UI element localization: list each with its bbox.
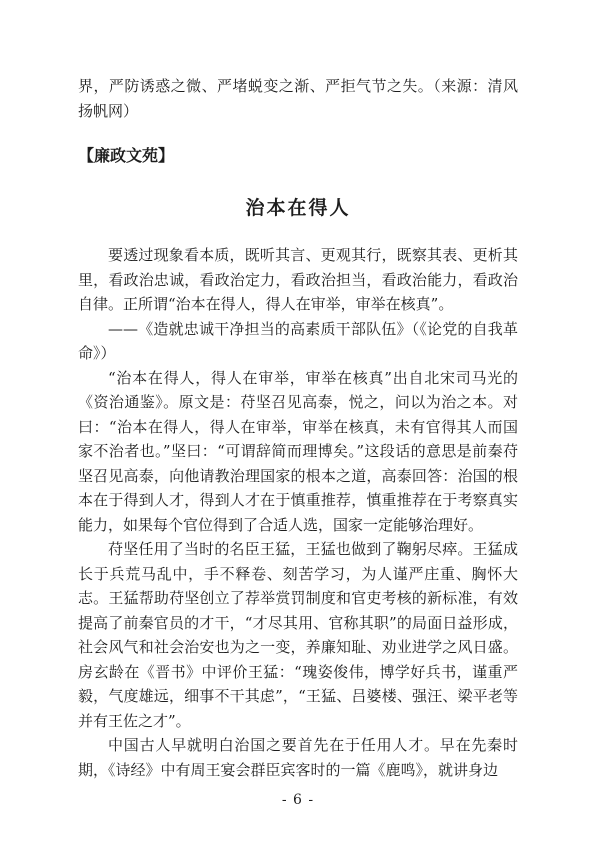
document-content [78, 0, 518, 810]
continuation-paragraph: 界，严防诱惑之微、严堵蜕变之渐、严拒气节之失。（来源：清风扬帆网） [78, 77, 518, 120]
article-paragraph: 要透过现象看本质，既听其言、更观其行，既察其表、更析其里，看政治忠诚，看政治定力，看政治担当，看政治能力，看政治自律。正所谓“治本在得人，得人在审举，审举在核真”。 [78, 246, 518, 313]
article-paragraph: 苻坚任用了当时的名臣王猛，王猛也做到了鞠躬尽瘁。王猛成长于兵荒马乱中，手不释卷、刻苦学习，为人谨严庄重、胸怀大志。王猛帮助苻坚创立了荐举赏罚制度和官吏考核的新标准，有效提高了前秦官员的才干，“才尽其用、官称其职”的局面日益形成，社会风气和社会治安也为之一变，养廉知耻、劝业进学之风日盛。房玄龄在《晋书》中评价王猛：“瑰姿俊伟，博学好兵书，谨重严毅，气度雄远，细事不干其虑”，“王猛、吕婆楼、强汪、梁平老等并有王佐之才”。 [78, 540, 518, 730]
article-paragraph-attribution: ——《造就忠诚干净担当的高素质干部队伍》（《论党的自我革命》） [78, 319, 518, 362]
page-number: - 6 - [281, 792, 315, 808]
section-header: 【廉政文苑】 [78, 148, 175, 165]
article-paragraph: “治本在得人，得人在审举，审举在核真”出自北宋司马光的《资治通鉴》。原文是：苻坚召见高泰，悦之，问以为治之本。对曰：“治本在得人，得人在审举，审举在核真，未有官得其人而国家不治者也。”坚曰：“可谓辞简而理博矣。”这段话的意思是前秦苻坚召见高泰，向他请教治理国家的根本之道，高泰回答：治国的根本在于得到人才，得到人才在于慎重推荐，慎重推荐在于考察真实能力，如果每个官位得到了合适人选，国家一定能够治理好。 [78, 368, 518, 534]
article-paragraph: 中国古人早就明白治国之要首先在于任用人才。早在先秦时期，《诗经》中有周王宴会群臣宾客时的一篇《鹿鸣》，就讲身边 [78, 736, 518, 779]
article-title: 治本在得人 [245, 197, 351, 219]
